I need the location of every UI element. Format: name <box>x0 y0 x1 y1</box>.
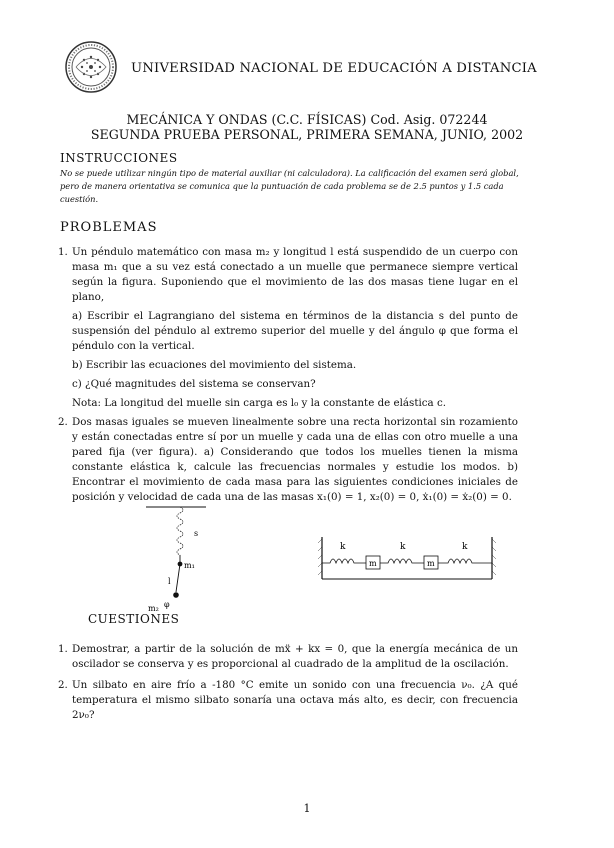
label-m1: m₁ <box>184 561 195 570</box>
question-2 <box>58 678 518 723</box>
pendulum-spring-figure <box>140 500 220 620</box>
problem-1-part-a: a) Escribir el Lagrangiano del sistema en términos de la distancia s del punto de suspensión del péndulo al extremo superior del muelle y del ángulo φ que forma el péndulo con la vertical. <box>72 310 518 352</box>
problems-heading: PROBLEMAS <box>60 220 158 235</box>
label-s: s <box>194 529 199 538</box>
university-name: UNIVERSIDAD NACIONAL DE EDUCACIÓN A DISTANCIA <box>131 61 537 76</box>
mass-label-right: m <box>427 559 435 568</box>
mass-label-left: m <box>369 559 377 568</box>
question-2-text: Un silbato en aire frío a -180 °C emite un sonido con una frecuencia ν₀. ¿A qué temperatura el mismo silbato sonaría una octava más alto, es decir, con frecuencia 2ν₀? <box>72 679 518 721</box>
question-1-number: 1. <box>58 643 68 655</box>
problem-1-part-b: b) Escribir las ecuaciones del movimiento del sistema. <box>72 359 357 371</box>
problem-2-statement: Dos masas iguales se mueven linealmente sobre una recta horizontal sin rozamiento y están conectadas entre sí por un muelle y cada una de ellas con otro muelle a una pared fija (ver figura). a) Considerando que todos los muelles tienen la misma constante elástica k, calcule las frecuencias normales y estudie los modos. b) Encontrar el movimiento de cada masa para las siguientes condiciones iniciales de posición y velocidad de cada una de las masas x₁(0) = 1, x₂(0) = 0, ẋ₁(0) = ẋ₂(0) = 0. <box>72 416 518 503</box>
question-1 <box>58 642 518 672</box>
university-seal-logo <box>64 40 118 94</box>
instructions-text: No se puede utilizar ningún tipo de material auxiliar (ni calculadora). La calificación del examen será global, pero de manera orientativa se comunica que la puntuación de cada problema se de 2.5 puntos y 1.5 cada cuestión. <box>60 168 519 204</box>
course-title: MECÁNICA Y ONDAS (C.C. FÍSICAS) Cod. Asig. 072244 <box>126 112 488 127</box>
label-l: l <box>168 577 171 586</box>
problem-1-statement: Un péndulo matemático con masa m₂ y longitud l está suspendido de un cuerpo con masa m₁ que a su vez está conectado a un muelle que permanece siempre vertical según la figura. Suponiendo que el movimiento de las dos masas tiene lugar en el plano, <box>72 246 518 303</box>
spring-label-3: k <box>462 542 468 552</box>
question-2-number: 2. <box>58 679 68 691</box>
problem-2 <box>58 415 518 505</box>
spring-label-1: k <box>340 542 346 552</box>
problem-2-number: 2. <box>58 416 68 428</box>
masses-springs-figure <box>318 535 496 590</box>
problem-1-part-c: c) ¿Qué magnitudes del sistema se conservan? <box>72 378 316 390</box>
questions-heading: CUESTIONES <box>88 612 180 626</box>
label-m2: m₂ <box>148 604 159 613</box>
problem-1-number: 1. <box>58 246 68 258</box>
problem-1-note: Nota: La longitud del muelle sin carga es l₀ y la constante de elástica c. <box>72 397 446 409</box>
label-phi: φ <box>164 600 170 609</box>
instructions-heading: INSTRUCCIONES <box>60 151 178 165</box>
question-1-text: Demostrar, a partir de la solución de mẍ + kx = 0, que la energía mecánica de un oscilador se conserva y es proporcional al cuadrado de la amplitud de la oscilación. <box>72 643 518 670</box>
exam-title: SEGUNDA PRUEBA PERSONAL, PRIMERA SEMANA, JUNIO, 2002 <box>90 127 524 142</box>
problem-1 <box>58 245 518 411</box>
spring-label-2: k <box>400 542 406 552</box>
page-number: 1 <box>303 802 311 815</box>
